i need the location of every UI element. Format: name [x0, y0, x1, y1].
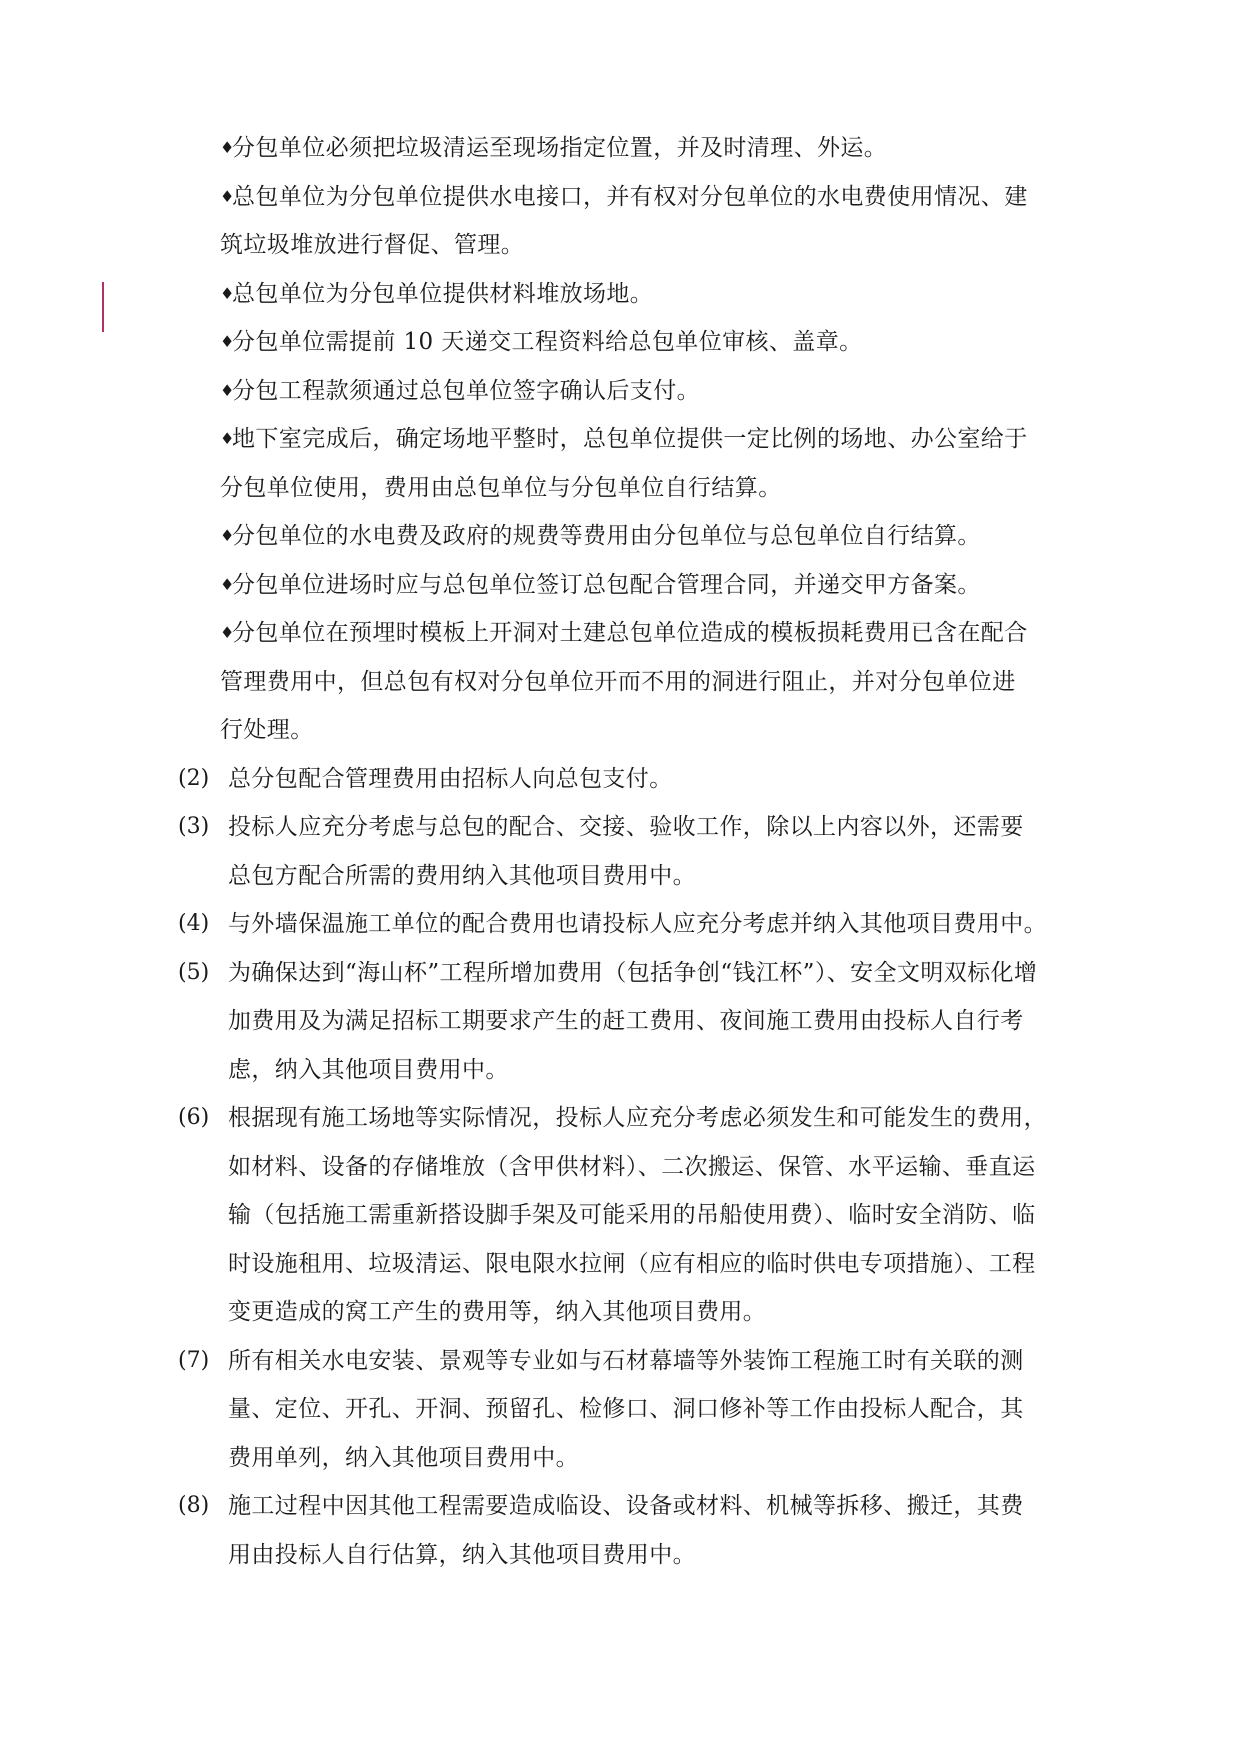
item-text-line: 投标人应充分考虑与总包的配合、交接、验收工作，除以上内容以外，还需要: [228, 814, 1024, 840]
item-text-line: 所有相关水电安装、景观等专业如与石材幕墙等外装饰工程施工时有关联的测: [228, 1347, 1024, 1374]
item-number: (5): [178, 959, 210, 985]
bullet-text: 行处理。: [220, 717, 314, 743]
bullet-line: [220, 374, 700, 408]
item-text-line: 变更造成的窝工产生的费用等，纳入其他项目费用。: [228, 1299, 767, 1325]
item-text-line: 总分包配合管理费用由招标人向总包支付。: [228, 765, 673, 792]
item-text-line: 施工过程中因其他工程需要造成临设、设备或材料、机械等拆移、搬迁，其费: [228, 1493, 1024, 1519]
bullet-line: [220, 519, 981, 553]
diamond-bullet-icon: ♦: [220, 332, 235, 351]
diamond-bullet-icon: ♦: [220, 623, 235, 642]
item-text-line: 费用单列，纳入其他项目费用中。: [228, 1444, 579, 1471]
diamond-bullet-icon: ♦: [220, 574, 235, 594]
bullet-text: 分包单位需提前 10 天递交工程资料给总包单位审核、盖章。: [232, 329, 863, 355]
item-text-line: 为确保达到“海山杯”工程所增加费用（包括争创“钱江杯”）、安全文明双标化增: [228, 959, 1038, 986]
diamond-bullet-icon: ♦: [220, 380, 235, 400]
diamond-bullet-icon: ♦: [220, 138, 235, 157]
bullet-line: [220, 665, 1016, 699]
bullet-text: 分包单位必须把垃圾清运至现场指定位置，并及时清理、外运。: [232, 135, 888, 161]
bullet-text: 管理费用中，但总包有权对分包单位开而不用的洞进行阻止，并对分包单位进: [220, 668, 1016, 695]
bullet-text: 总包单位为分包单位提供水电接口，并有权对分包单位的水电费使用情况、建: [232, 183, 1028, 210]
margin-change-bar: [102, 282, 104, 332]
item-text-line: 时设施租用、垃圾清运、限电限水拉闸（应有相应的临时供电专项措施）、工程: [228, 1250, 1036, 1277]
bullet-line: [220, 131, 887, 165]
bullet-line: [220, 422, 1028, 456]
item-number: (3): [178, 814, 210, 839]
bullet-text: 分包工程款须通过总包单位签字确认后支付。: [232, 377, 700, 404]
item-number: (6): [178, 1105, 210, 1130]
bullet-line: [220, 180, 1028, 214]
diamond-bullet-icon: ♦: [220, 429, 235, 448]
item-number: (4): [178, 911, 210, 936]
bullet-text: 筑垃圾堆放进行督促、管理。: [220, 232, 525, 258]
bullet-text: 分包单位的水电费及政府的规费等费用由分包单位与总包单位自行结算。: [232, 523, 981, 549]
bullet-text: 地下室完成后，确定场地平整时，总包单位提供一定比例的场地、办公室给于: [232, 426, 1028, 452]
item-text-line: 用由投标人自行估算，纳入其他项目费用中。: [228, 1541, 696, 1568]
item-text-line: 输（包括施工需重新搭设脚手架及可能采用的吊船使用费）、临时安全消防、临: [228, 1202, 1036, 1228]
bullet-line: [220, 568, 981, 602]
bullet-text: 分包单位在预埋时模板上开洞对土建总包单位造成的模板损耗费用已含在配合: [232, 620, 1028, 646]
bullet-line: [220, 471, 782, 505]
bullet-line: [220, 616, 1028, 650]
diamond-bullet-icon: ♦: [220, 283, 235, 303]
item-number: (8): [178, 1493, 210, 1518]
item-text-line: 与外墙保温施工单位的配合费用也请投标人应充分考虑并纳入其他项目费用中。: [228, 911, 1047, 937]
bullet-text: 总包单位为分包单位提供材料堆放场地。: [232, 280, 654, 307]
item-number: (2): [178, 765, 210, 791]
item-number: (7): [178, 1347, 210, 1373]
item-text-line: 虑，纳入其他项目费用中。: [228, 1056, 509, 1083]
bullet-line: [220, 228, 524, 262]
bullet-line: [220, 713, 314, 747]
diamond-bullet-icon: ♦: [220, 526, 235, 545]
bullet-line: [220, 325, 863, 359]
item-text-line: 总包方配合所需的费用纳入其他项目费用中。: [228, 862, 696, 889]
bullet-text: 分包单位使用，费用由总包单位与分包单位自行结算。: [220, 474, 782, 501]
bullet-line: [220, 277, 653, 311]
diamond-bullet-icon: ♦: [220, 186, 235, 206]
bullet-text: 分包单位进场时应与总包单位签订总包配合管理合同，并递交甲方备案。: [232, 571, 981, 598]
item-text-line: 根据现有施工场地等实际情况，投标人应充分考虑必须发生和可能发生的费用，: [228, 1105, 1047, 1131]
item-text-line: 加费用及为满足招标工期要求产生的赶工费用、夜间施工费用由投标人自行考: [228, 1008, 1024, 1034]
item-text-line: 如材料、设备的存储堆放（含甲供材料）、二次搬运、保管、水平运输、垂直运: [228, 1153, 1036, 1180]
item-text-line: 量、定位、开孔、开洞、预留孔、检修口、洞口修补等工作由投标人配合，其: [228, 1396, 1024, 1422]
